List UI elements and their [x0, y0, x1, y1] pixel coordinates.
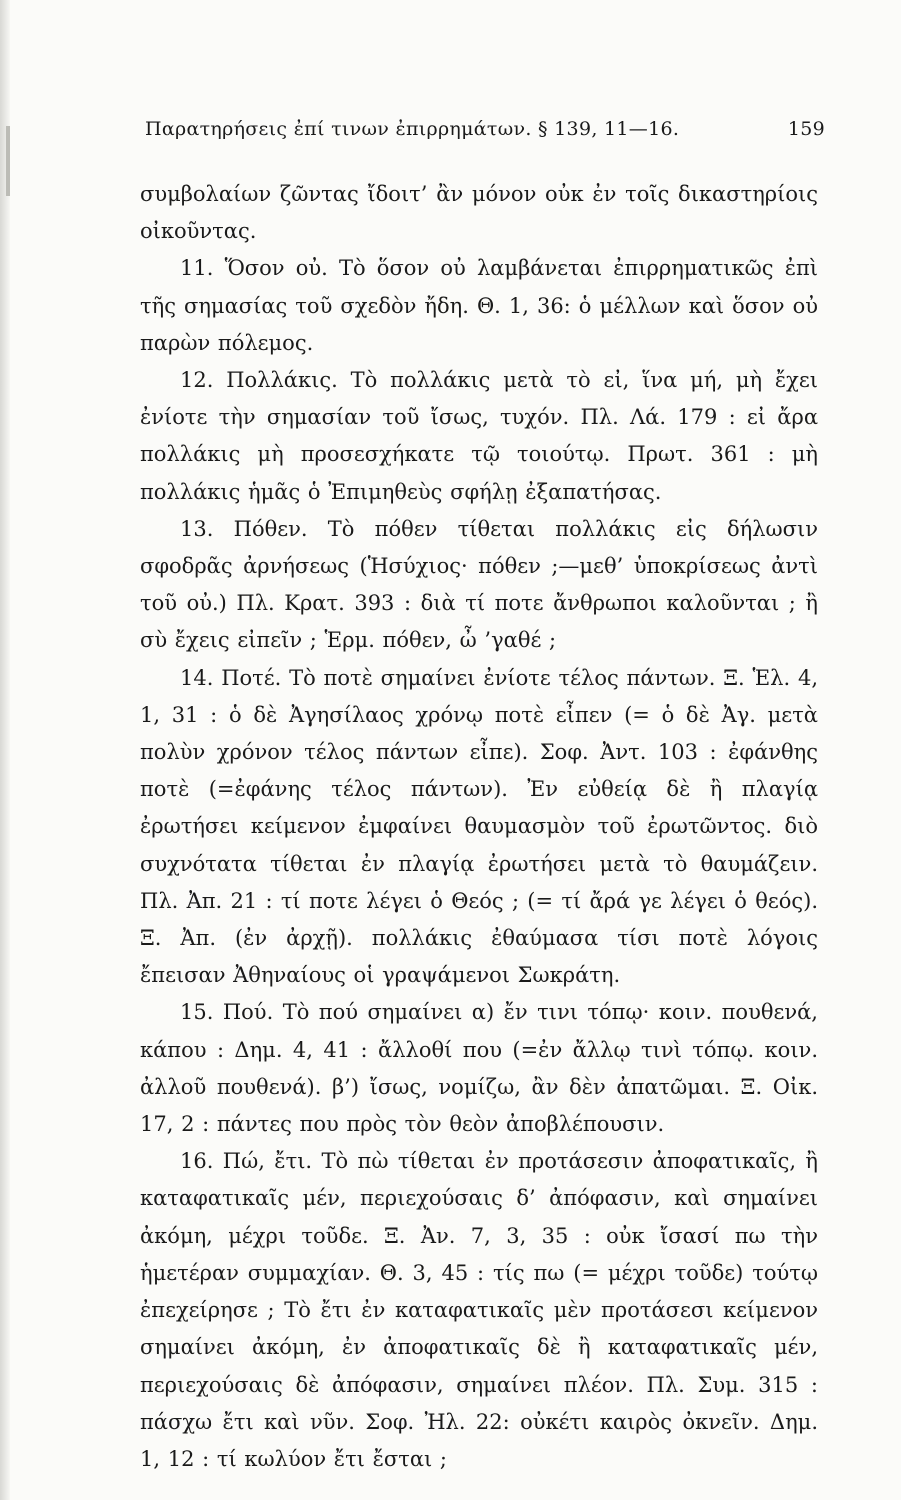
entry-16-po-eti: 16. Πώ, ἔτι. Τὸ πὼ τίθεται ἐν προτάσεσιν ἀποφατικαῖς, ἢ καταφατικαῖς μέν, περιεχούσαις δ’ ἀπόφασιν, καὶ σημαίνει ἀκόμη, μέχρι τοῦδε. Ξ. Ἀν. 7, 3, 35 : οὐκ ἴσασί πω τὴν ἡμετέραν συμμαχίαν. Θ. 3, 45 : τίς πω (= μέχρι τοῦδε) τούτῳ ἐπεχείρησε ; Τὸ ἔτι ἐν καταφατικαῖς μὲν προτάσεσι κείμενον σημαίνει ἀκόμη, ἐν ἀποφατικαῖς δὲ ἢ καταφατικαῖς μέν, περιεχούσαις δὲ ἀπόφασιν, σημαίνει πλέον. Πλ. Συμ. 315 : πάσχω ἔτι καὶ νῦν. Σοφ. Ἠλ. 22: οὐκέτι καιρὸς ὀκνεῖν. Δημ. 1, 12 : τί κωλύον ἔτι ἔσται ;: [140, 1149, 818, 1471]
entry-12-pollakis: 12. Πολλάκις. Τὸ πολλάκις μετὰ τὸ εἰ, ἵνα μή, μὴ ἔχει ἐνίοτε τὴν σημασίαν τοῦ ἴσως, τυχόν. Πλ. Λά. 179 : εἰ ἄρα πολλάκις μὴ προσεσχήκατε τῷ τοιούτῳ. Πρωτ. 361 : μὴ πολλάκις ἡμᾶς ὁ Ἐπιμηθεὺς σφήλῃ ἐξαπατήσας.: [140, 368, 818, 504]
body-text: [140, 176, 818, 1478]
paragraph-continuation: συμβολαίων ζῶντας ἴδοιτ’ ἂν μόνον οὐκ ἐν τοῖς δικαστηρίοις οἰκοῦντας.: [140, 182, 818, 244]
running-title: Παρατηρήσεις ἐπί τινων ἐπιρρημάτων. § 139, 11—16.: [145, 118, 680, 140]
margin-mark: [6, 126, 10, 196]
entry-15-pou: 15. Πού. Τὸ πού σημαίνει α) ἔν τινι τόπῳ· κοιν. πουθενά, κάπου : Δημ. 4, 41 : ἄλλοθί που (=ἐν ἄλλῳ τινὶ τόπῳ. κοιν. ἀλλοῦ πουθενά). β’) ἴσως, νομίζω, ἂν δὲν ἀπατῶμαι. Ξ. Οἰκ. 17, 2 : πάντες που πρὸς τὸν θεὸν ἀποβλέπουσιν.: [140, 1000, 818, 1137]
page-number: 159: [787, 118, 825, 140]
entry-11-oson-ou: 11. Ὅσον οὐ. Τὸ ὅσον οὐ λαμβάνεται ἐπιρρηματικῶς ἐπὶ τῆς σημασίας τοῦ σχεδὸν ἤδη. Θ. 1, 36: ὁ μέλλων καὶ ὅσον οὐ παρὼν πόλεμος.: [140, 256, 818, 355]
page-edge: [0, 0, 10, 1500]
entry-13-pothen: 13. Πόθεν. Τὸ πόθεν τίθεται πολλάκις εἰς δήλωσιν σφοδρᾶς ἀρνήσεως (Ἡσύχιος· πόθεν ;—μεθ’ ὑποκρίσεως ἀντὶ τοῦ οὐ.) Πλ. Κρατ. 393 : διὰ τί ποτε ἄνθρωποι καλοῦνται ; ἢ σὺ ἔχεις εἰπεῖν ; Ἑρμ. πόθεν, ὦ ’γαθέ ;: [140, 516, 818, 653]
entry-14-pote: 14. Ποτέ. Τὸ ποτὲ σημαίνει ἐνίοτε τέλος πάντων. Ξ. Ἑλ. 4, 1, 31 : ὁ δὲ Ἀγησίλαος χρόνῳ ποτὲ εἶπεν (= ὁ δὲ Ἀγ. μετὰ πολὺν χρόνον τέλος πάντων εἶπε). Σοφ. Ἀντ. 103 : ἐφάνθης ποτὲ (=ἐφάνης τέλος πάντων). Ἐν εὐθείᾳ δὲ ἢ πλαγίᾳ ἐρωτήσει κείμενον ἐμφαίνει θαυμασμὸν τοῦ ἐρωτῶντος. διὸ συχνότατα τίθεται ἐν πλαγίᾳ ἐρωτήσει μετὰ τὸ θαυμάζειν. Πλ. Ἀπ. 21 : τί ποτε λέγει ὁ Θεός ; (= τί ἄρά γε λέγει ὁ θεός). Ξ. Ἀπ. (ἐν ἀρχῇ). πολλάκις ἐθαύμασα τίσι ποτὲ λόγοις ἔπεισαν Ἀθηναίους οἱ γραψάμενοι Σωκράτη.: [140, 665, 818, 988]
running-head: [145, 118, 825, 140]
